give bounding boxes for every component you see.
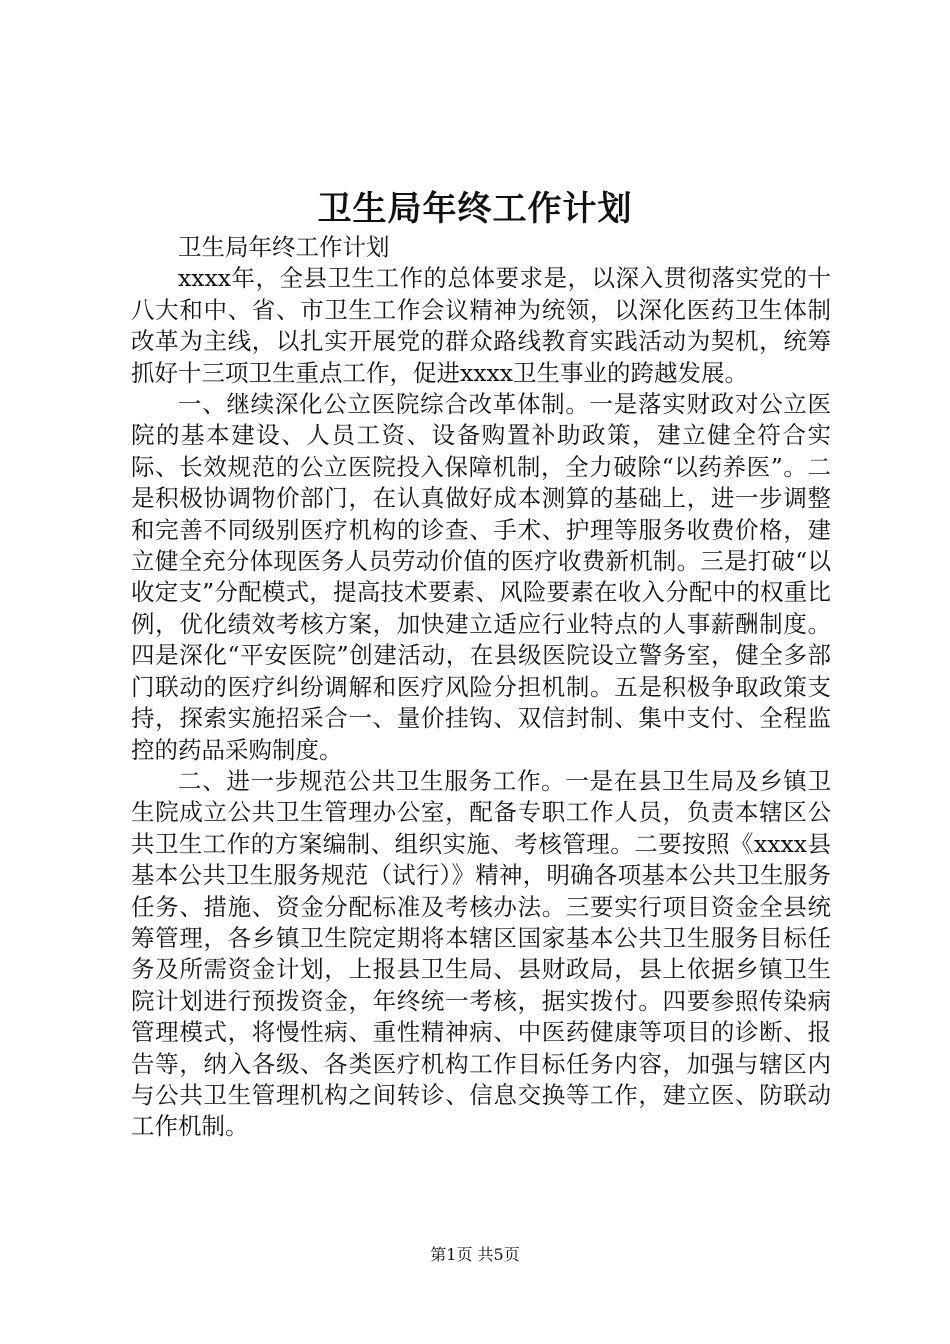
page-number-footer: 第1页 共5页	[430, 1245, 520, 1264]
subtitle-paragraph: 卫生局年终工作计划	[178, 233, 390, 261]
section-two-paragraph: 二、进一步规范公共卫生服务工作。一是在县卫生局及乡镇卫生院成立公共卫生管理办公室，配备专职工作人员，负责本辖区公共卫生工作的方案编制、组织实施、考核管理。二要按照《xxxx县基本公共卫生服务规范（试行）》精神，明确各项基本公共卫生服务任务、措施、资金分配标准及考核办法。三要实行项目资金全县统筹管理，各乡镇卫生院定期将本辖区国家基本公共卫生服务目标任务及所需资金计划，上报县卫生局、县财政局，县上依据乡镇卫生院计划进行预拨资金，年终统一考核，据实拨付。四要参照传染病管理模式，将慢性病、重性精神病、中医药健康等项目的诊断、报告等，纳入各级、各类医疗机构工作目标任务内容，加强与辖区内与公共卫生管理机构之间转诊、信息交换等工作，建立医、防联动工作机制。	[131, 766, 831, 1141]
document-body	[131, 232, 831, 1143]
intro-paragraph: xxxx年，全县卫生工作的总体要求是，以深入贯彻落实党的十八大和中、省、市卫生工作会议精神为统领，以深化医药卫生体制改革为主线，以扎实开展党的群众路线教育实践活动为契机，统筹抓好十三项卫生重点工作，促进xxxx卫生事业的跨越发展。	[131, 264, 831, 387]
section-one-paragraph: 一、继续深化公立医院综合改革体制。一是落实财政对公立医院的基本建设、人员工资、设备购置补助政策，建立健全符合实际、长效规范的公立医院投入保障机制，全力破除“以药养医”。二是积极协调物价部门，在认真做好成本测算的基础上，进一步调整和完善不同级别医疗机构的诊查、手术、护理等服务收费价格，建立健全充分体现医务人员劳动价值的医疗收费新机制。三是打破“以收定支”分配模式，提高技术要素、风险要素在收入分配中的权重比例，优化绩效考核方案，加快建立适应行业特点的人事薪酬制度。四是深化“平安医院”创建活动，在县级医院设立警务室，健全多部门联动的医疗纠纷调解和医疗风险分担机制。五是积极争取政策支持，探索实施招采合一、量价挂钩、双信封制、集中支付、全程监控的药品采购制度。	[131, 390, 831, 764]
document-title: 卫生局年终工作计划	[317, 189, 633, 229]
